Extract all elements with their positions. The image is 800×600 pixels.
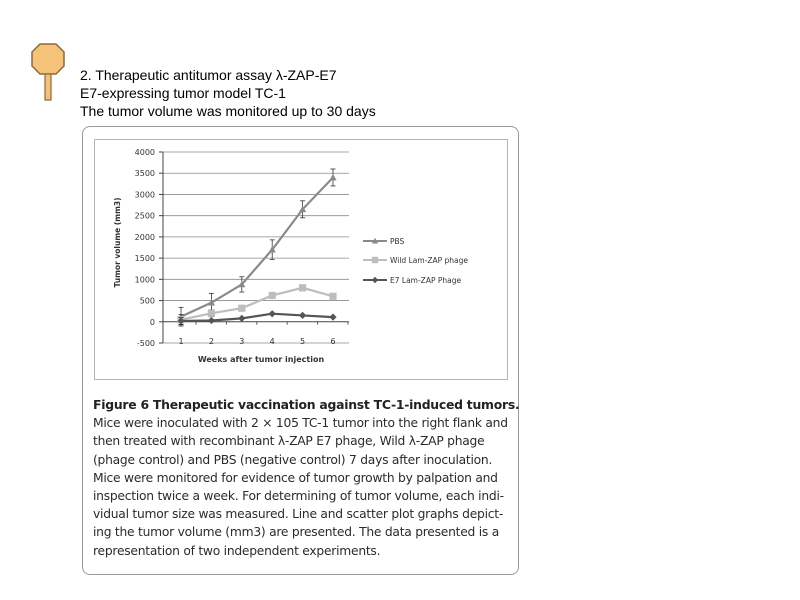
y-tick-label: 3500 <box>134 169 155 179</box>
header-subtitle: E7-expressing tumor model TC-1 <box>80 85 286 101</box>
y-tick-label: 1000 <box>134 275 155 285</box>
caption-line: vidual tumor size was measured. Line and scatter plot graphs depict- <box>93 507 504 522</box>
data-point <box>208 310 215 317</box>
legend-marker <box>372 257 378 263</box>
caption-line: inspection twice a week. For determining of tumor volume, each indi- <box>93 489 504 504</box>
legend-label: E7 Lam-ZAP Phage <box>390 276 462 285</box>
y-tick-label: 3000 <box>134 190 155 200</box>
header-note: The tumor volume was monitored up to 30 days <box>80 103 376 119</box>
y-tick-label: 2000 <box>134 232 155 242</box>
data-point <box>329 174 336 180</box>
x-axis-label: Weeks after tumor injection <box>197 355 325 364</box>
y-tick-label: 1500 <box>134 254 155 264</box>
slide-header <box>80 66 376 120</box>
y-axis-label: Tumor volume (mm3) <box>113 197 122 288</box>
x-tick-label: 2 <box>208 337 214 346</box>
y-tick-label: 500 <box>139 296 155 306</box>
header-title: 2. Therapeutic antitumor assay λ-ZAP-E7 <box>80 67 337 83</box>
legend-marker <box>372 277 378 283</box>
legend-label: PBS <box>390 237 405 246</box>
caption-title: Figure 6 Therapeutic vaccination against TC-1-induced tumors. <box>93 397 520 412</box>
data-point <box>238 305 245 312</box>
caption-line: Mice were monitored for evidence of tumor growth by palpation and <box>93 470 498 485</box>
y-tick-label: 0 <box>149 317 155 327</box>
data-point <box>329 293 336 300</box>
caption-line: Mice were inoculated with 2 × 105 TC-1 tumor into the right flank and <box>93 416 508 431</box>
data-point <box>269 310 276 317</box>
data-point <box>299 312 306 319</box>
legend-label: Wild Lam-ZAP phage <box>390 256 469 265</box>
y-tick-label: 4000 <box>134 148 155 157</box>
caption-line: then treated with recombinant λ-ZAP E7 phage, Wild λ-ZAP phage <box>93 434 485 449</box>
tumor-volume-chart <box>95 140 509 381</box>
x-tick-label: 6 <box>330 337 336 346</box>
data-point <box>269 292 276 299</box>
x-tick-label: 5 <box>300 337 306 346</box>
data-point <box>238 315 245 322</box>
data-point <box>208 317 215 324</box>
caption-line: representation of two independent experiments. <box>93 543 381 558</box>
x-tick-label: 4 <box>269 337 275 346</box>
data-point <box>329 314 336 321</box>
y-tick-label: -500 <box>136 339 155 348</box>
caption-line: ing the tumor volume (mm3) are presented. The data presented is a <box>93 525 499 540</box>
data-point <box>299 284 306 291</box>
x-tick-label: 1 <box>178 337 184 346</box>
chart-frame <box>94 139 508 380</box>
x-tick-label: 3 <box>239 337 245 346</box>
pushpin-icon <box>30 42 66 102</box>
series-line-pbs <box>181 177 333 316</box>
figure-caption <box>93 396 520 560</box>
y-tick-label: 2500 <box>134 211 155 221</box>
caption-line: (phage control) and PBS (negative control) 7 days after inoculation. <box>93 452 493 467</box>
